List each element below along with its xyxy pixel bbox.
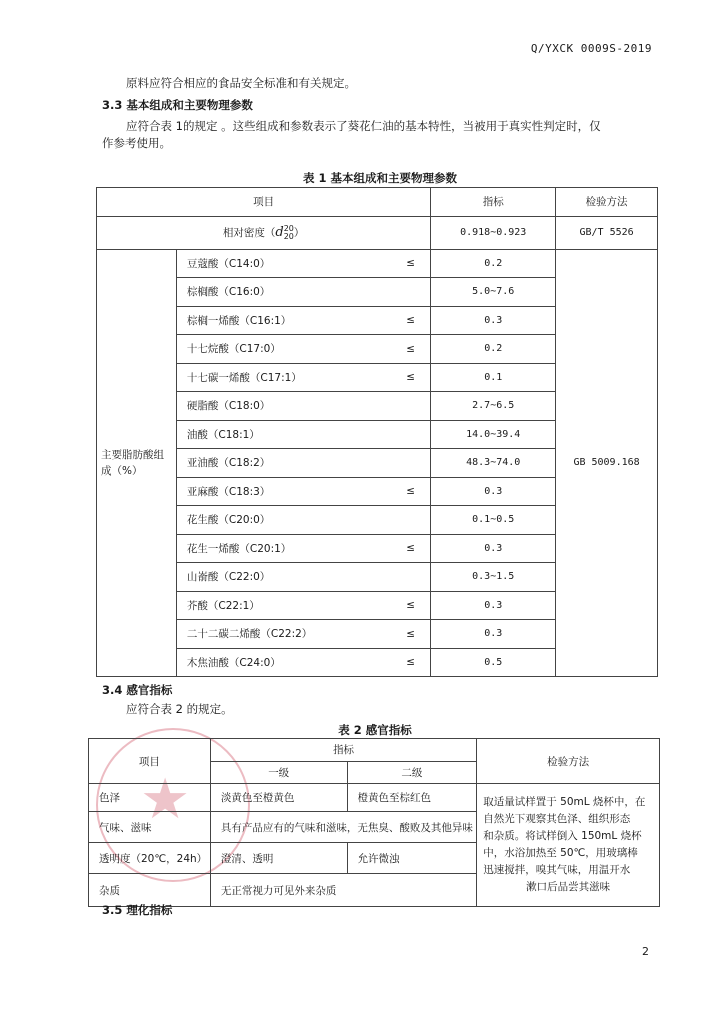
table1-header-item: 项目 (97, 188, 431, 217)
table2-row-color (89, 784, 660, 812)
group-label-line: 成（%） (101, 464, 143, 477)
table1-header-method: 检验方法 (556, 188, 658, 217)
le-symbol (391, 392, 431, 421)
fatty-acid-value: 0.3 (431, 591, 556, 620)
table2-span-value: 无正常视力可见外来杂质 (210, 874, 476, 907)
le-symbol: ≤ (391, 249, 431, 278)
fatty-acid-method: GB 5009.168 (556, 249, 658, 677)
table2-header-row1 (89, 739, 660, 762)
le-symbol: ≤ (391, 648, 431, 677)
section-3-4-paragraph: 应符合表 2 的规定。 (126, 702, 233, 716)
table2-header-index: 指标 (210, 739, 476, 762)
fatty-acid-name: 油酸（C18:1） (176, 420, 391, 449)
fatty-acid-value: 0.2 (431, 335, 556, 364)
fatty-acid-name: 豆蔻酸（C14:0） (176, 249, 391, 278)
density-label (97, 216, 431, 249)
table2-header-grade1: 一级 (210, 761, 347, 784)
fatty-acid-name: 山嵛酸（C22:0） (176, 563, 391, 592)
method-line: 取适量试样置于 50mL 烧杯中，在 (483, 796, 646, 808)
fatty-acid-name: 二十二碳二烯酸（C22:2） (176, 620, 391, 649)
table1-caption: 表 1 基本组成和主要物理参数 (302, 171, 457, 185)
density-method: GB/T 5526 (556, 216, 658, 249)
le-symbol: ≤ (391, 591, 431, 620)
fatty-acid-group-label (97, 249, 177, 677)
fatty-acid-value: 14.0~39.4 (431, 420, 556, 449)
fatty-acid-value: 0.1 (431, 363, 556, 392)
fatty-acid-name: 棕榈酸（C16:0） (176, 278, 391, 307)
fatty-acid-value: 2.7~6.5 (431, 392, 556, 421)
fatty-acid-value: 0.1~0.5 (431, 506, 556, 535)
fatty-acid-name: 花生一烯酸（C20:1） (176, 534, 391, 563)
section-3-3-paragraph-line2: 作参考使用。 (102, 136, 171, 150)
fatty-acid-value: 0.5 (431, 648, 556, 677)
section-3-5-heading: 3.5 理化指标 (102, 903, 173, 917)
fatty-acid-name: 棕榈一烯酸（C16:1） (176, 306, 391, 335)
fatty-acid-value: 0.3 (431, 306, 556, 335)
fatty-acid-name: 亚麻酸（C18:3） (176, 477, 391, 506)
group-label-line: 主要脂肪酸组 (101, 448, 164, 461)
table2-item: 色泽 (89, 784, 211, 812)
le-symbol (391, 563, 431, 592)
table2-grade1-value: 澄清、透明 (210, 843, 347, 874)
table2-caption: 表 2 感官指标 (338, 723, 412, 737)
table1-density-row (97, 216, 658, 249)
fatty-acid-name: 十七碳一烯酸（C17:1） (176, 363, 391, 392)
density-symbol: d (275, 224, 284, 240)
table2-item: 杂质 (89, 874, 211, 907)
method-line: 中，水浴加热至 50℃，用玻璃棒 (483, 847, 638, 859)
fatty-acid-value: 0.3 (431, 477, 556, 506)
table2-header-grade2: 二级 (347, 761, 477, 784)
fatty-acid-name: 硬脂酸（C18:0） (176, 392, 391, 421)
le-symbol (391, 420, 431, 449)
table2-method-cell (477, 784, 660, 907)
table1-header-index: 指标 (431, 188, 556, 217)
table2-span-value: 具有产品应有的气味和滋味，无焦臭、酸败及其他异味 (210, 812, 476, 843)
le-symbol: ≤ (391, 534, 431, 563)
fatty-acid-name: 木焦油酸（C24:0） (176, 648, 391, 677)
fatty-acid-value: 0.3 (431, 620, 556, 649)
fatty-acid-name: 十七烷酸（C17:0） (176, 335, 391, 364)
section-3-3-heading: 3.3 基本组成和主要物理参数 (102, 98, 253, 112)
fatty-acid-value: 0.2 (431, 249, 556, 278)
method-line: 漱口后品尝其滋味 (526, 881, 611, 893)
section-3-3-paragraph-line1: 应符合表 1的规定 。这些组成和参数表示了葵花仁油的基本特性，当被用于真实性判定时，仅 (126, 119, 601, 133)
table1 (96, 187, 658, 677)
intro-line: 原料应符合相应的食品安全标准和有关规定。 (126, 76, 356, 90)
le-symbol: ≤ (391, 335, 431, 364)
density-close: ） (293, 226, 305, 239)
density-label-text: 相对密度（ (222, 226, 276, 239)
le-symbol: ≤ (391, 620, 431, 649)
fatty-acid-name: 花生酸（C20:0） (176, 506, 391, 535)
table2-grade2-value: 允许微浊 (347, 843, 477, 874)
fatty-acid-name: 亚油酸（C18:2） (176, 449, 391, 478)
density-sup: 20 (283, 223, 294, 233)
method-line: 和杂质。将试样倒入 150mL 烧杯 (483, 830, 642, 842)
fatty-acid-value: 0.3 (431, 534, 556, 563)
le-symbol: ≤ (391, 363, 431, 392)
section-3-4-heading: 3.4 感官指标 (102, 683, 173, 697)
table2-item: 透明度（20℃，24h） (89, 843, 211, 874)
table2-header-method: 检验方法 (477, 739, 660, 784)
table2-grade2-value: 橙黄色至棕红色 (347, 784, 477, 812)
table2-item: 气味、滋味 (89, 812, 211, 843)
table2 (88, 738, 660, 907)
le-symbol (391, 449, 431, 478)
table2-header-item: 项目 (89, 739, 211, 784)
le-symbol (391, 506, 431, 535)
le-symbol (391, 278, 431, 307)
density-sub: 20 (283, 231, 294, 241)
le-symbol: ≤ (391, 477, 431, 506)
le-symbol: ≤ (391, 306, 431, 335)
density-value: 0.918~0.923 (431, 216, 556, 249)
fatty-acid-value: 48.3~74.0 (431, 449, 556, 478)
fatty-acid-value: 5.0~7.6 (431, 278, 556, 307)
table1-header-row (97, 188, 658, 217)
method-line: 迅速搅拌，嗅其气味，用温开水 (483, 864, 631, 876)
document-code: Q/YXCK 0009S-2019 (530, 42, 652, 55)
table2-grade1-value: 淡黄色至橙黄色 (210, 784, 347, 812)
fatty-acid-name: 芥酸（C22:1） (176, 591, 391, 620)
method-line: 自然光下观察其色泽、组织形态 (483, 813, 631, 825)
seal-star-icon: ★ (140, 767, 191, 832)
fatty-acid-value: 0.3~1.5 (431, 563, 556, 592)
fatty-acid-row (97, 249, 658, 278)
page-number: 2 (642, 945, 649, 958)
